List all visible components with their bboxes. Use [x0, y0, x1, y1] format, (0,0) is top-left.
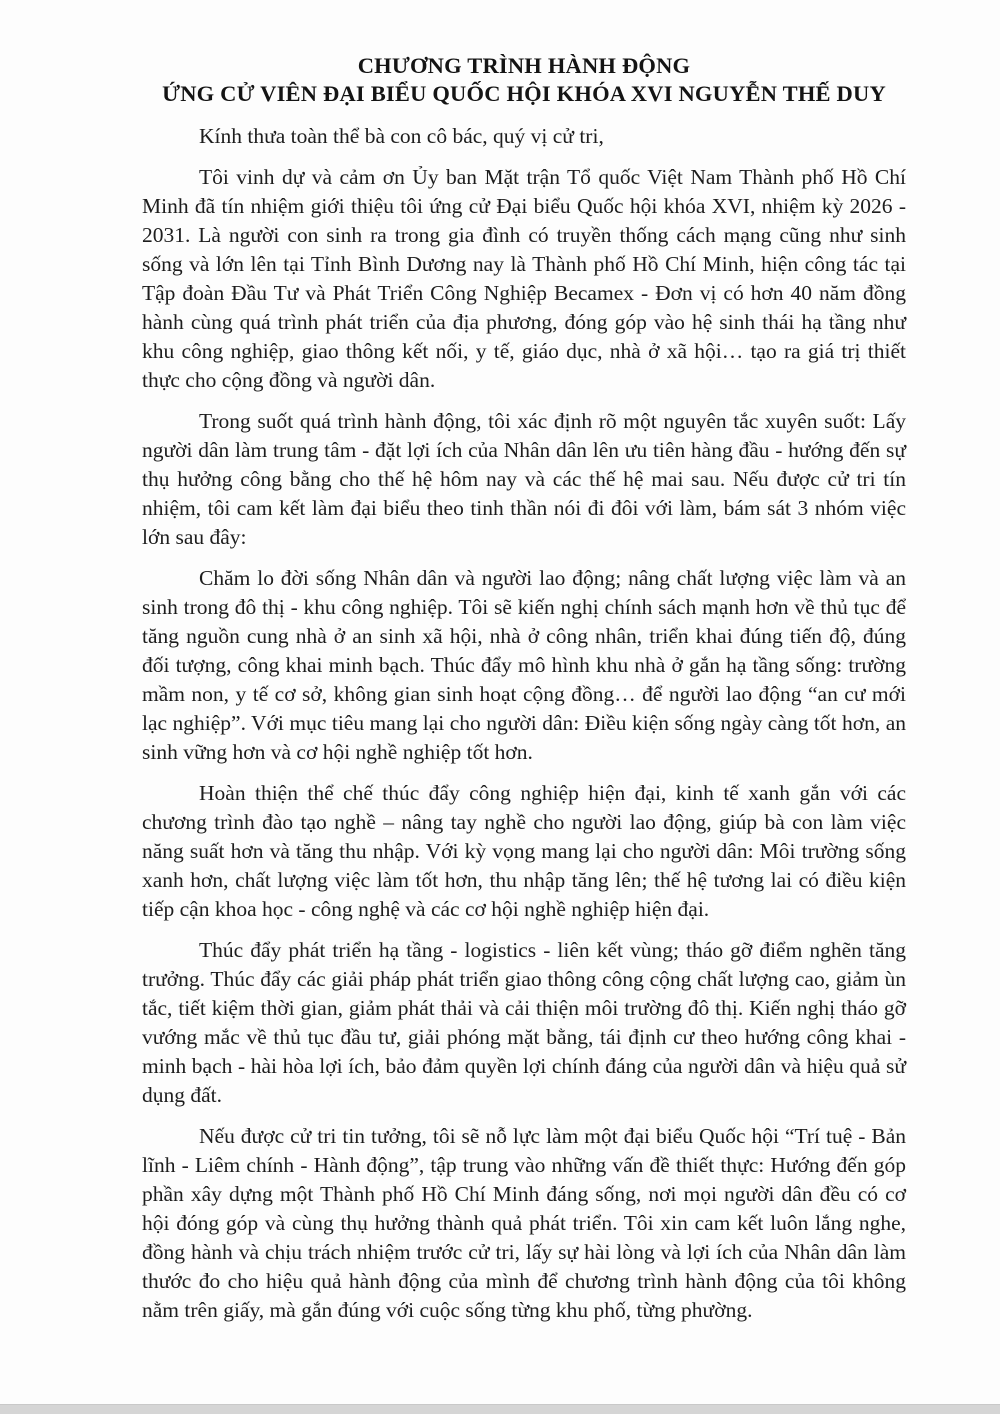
document-title-line1: CHƯƠNG TRÌNH HÀNH ĐỘNG — [357, 53, 691, 78]
document-body — [142, 122, 906, 1325]
document-title-line2: ỨNG CỬ VIÊN ĐẠI BIỂU QUỐC HỘI KHÓA XVI NGUYỄN THẾ DUY — [162, 81, 886, 106]
paragraph-principle: Trong suốt quá trình hành động, tôi xác định rõ một nguyên tắc xuyên suốt: Lấy người dân làm trung tâm - đặt lợi ích của Nhân dân lên ưu tiên hàng đầu - hướng đến sự thụ hưởng công bằng cho thế hệ hôm nay và các thế hệ mai sau. Nếu được cử tri tín nhiệm, tôi cam kết làm đại biểu theo tinh thần nói đi đôi với làm, bám sát 3 nhóm việc lớn sau đây: — [142, 409, 906, 549]
paragraph-task-3: Thúc đẩy phát triển hạ tầng - logistics - liên kết vùng; tháo gỡ điểm nghẽn tăng trưởng. Thúc đẩy các giải pháp phát triển giao thông công cộng chất lượng cao, giảm ùn tắc, tiết kiệm thời gian, giảm phát thải và cải thiện môi trường đô thị. Kiến nghị tháo gỡ vướng mắc về thủ tục đầu tư, giải phóng mặt bằng, tái định cư theo hướng công khai - minh bạch - hài hòa lợi ích, bảo đảm quyền lợi chính đáng của người dân và hiệu quả sử dụng đất. — [142, 938, 906, 1107]
paragraph-task-2: Hoàn thiện thể chế thúc đẩy công nghiệp hiện đại, kinh tế xanh gắn với các chương trình đào tạo nghề – nâng tay nghề cho người lao động, giúp bà con làm việc năng suất hơn và tăng thu nhập. Với kỳ vọng mang lại cho người dân: Môi trường sống xanh hơn, chất lượng việc làm tốt hơn, thu nhập tăng lên; thế hệ tương lai có điều kiện tiếp cận khoa học - công nghệ và các cơ hội nghề nghiệp hiện đại. — [142, 781, 906, 921]
paragraph-task-1: Chăm lo đời sống Nhân dân và người lao động; nâng chất lượng việc làm và an sinh trong đô thị - khu công nghiệp. Tôi sẽ kiến nghị chính sách mạnh hơn về thủ tục để tăng nguồn cung nhà ở an sinh xã hội, nhà ở công nhân, triển khai đúng tiến độ, đúng đối tượng, công khai minh bạch. Thúc đẩy mô hình khu nhà ở gắn hạ tầng sống: trường mầm non, y tế cơ sở, không gian sinh hoạt cộng đồng… để người lao động “an cư mới lạc nghiệp”. Với mục tiêu mang lại cho người dân: Điều kiện sống ngày càng tốt hơn, an sinh vững hơn và cơ hội nghề nghiệp tốt hơn. — [142, 566, 906, 764]
paragraph-commitment: Nếu được cử tri tin tưởng, tôi sẽ nỗ lực làm một đại biểu Quốc hội “Trí tuệ - Bản lĩnh - Liêm chính - Hành động”, tập trung vào những vấn đề thiết thực: Hướng đến góp phần xây dựng một Thành phố Hồ Chí Minh đáng sống, nơi mọi người dân đều có cơ hội đóng góp và cùng thụ hưởng thành quả phát triển. Tôi xin cam kết luôn lắng nghe, đồng hành và chịu trách nhiệm trước cử tri, lấy sự hài lòng và lợi ích của Nhân dân làm thước đo cho hiệu quả hành động của mình để chương trình hành động của tôi không nằm trên giấy, mà gắn đúng với cuộc sống từng khu phố, từng phường. — [142, 1124, 906, 1322]
paragraph-introduction: Tôi vinh dự và cảm ơn Ủy ban Mặt trận Tổ quốc Việt Nam Thành phố Hồ Chí Minh đã tín nhiệm giới thiệu tôi ứng cử Đại biểu Quốc hội khóa XVI, nhiệm kỳ 2026 - 2031. Là người con sinh ra trong gia đình có truyền thống cách mạng cũng như sinh sống và lớn lên tại Tỉnh Bình Dương nay là Thành phố Hồ Chí Minh, hiện công tác tại Tập đoàn Đầu Tư và Phát Triển Công Nghiệp Becamex - Đơn vị có hơn 40 năm đồng hành cùng quá trình phát triển của địa phương, đóng góp vào hệ sinh thái hạ tầng như khu công nghiệp, giao thông kết nối, y tế, giáo dục, nhà ở xã hội… tạo ra giá trị thiết thực cho cộng đồng và người dân. — [142, 165, 906, 392]
paragraph-greeting: Kính thưa toàn thể bà con cô bác, quý vị cử tri, — [199, 124, 604, 148]
document-title — [142, 52, 906, 108]
bottom-edge-bar — [0, 1404, 1000, 1414]
